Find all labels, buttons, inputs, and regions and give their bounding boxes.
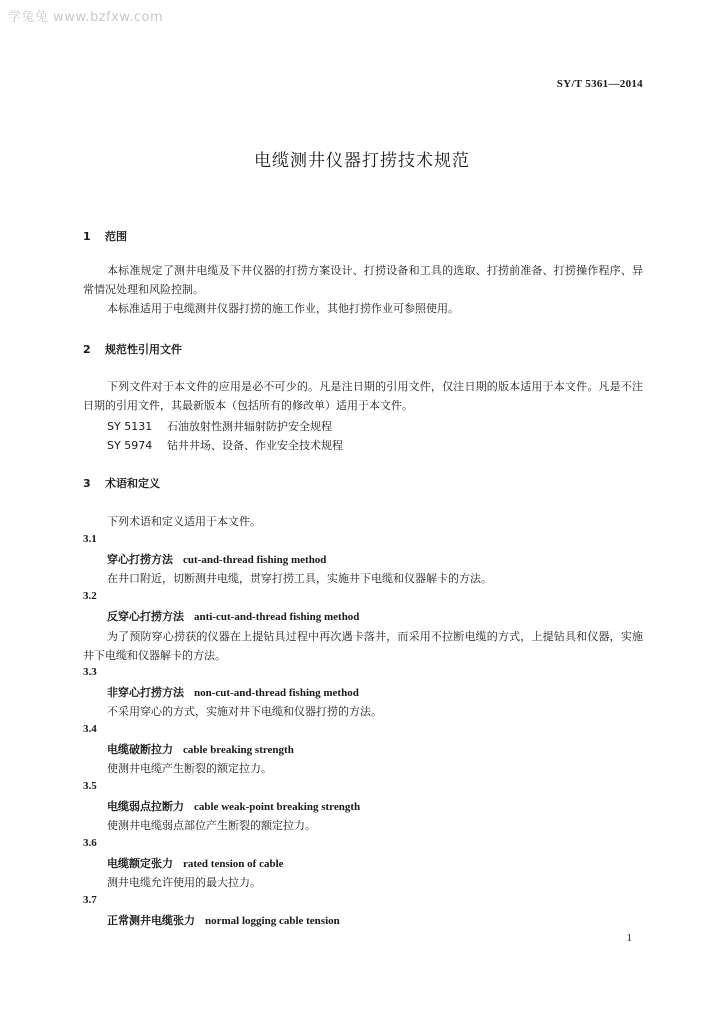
term-definition: 使测井电缆弱点部位产生断裂的额定拉力。 bbox=[107, 819, 316, 832]
term-heading bbox=[107, 741, 294, 757]
term-heading bbox=[107, 912, 340, 928]
term-chinese: 反穿心打捞方法 bbox=[107, 610, 184, 623]
term-chinese: 正常测井电缆张力 bbox=[107, 914, 195, 927]
term-heading bbox=[107, 798, 360, 814]
term-heading bbox=[107, 684, 359, 700]
paragraph: 下列术语和定义适用于本文件。 bbox=[107, 515, 261, 528]
term-number: 3.7 bbox=[83, 894, 97, 906]
paragraph: 本标准适用于电缆测井仪器打捞的施工作业，其他打捞作业可参照使用。 bbox=[107, 302, 459, 315]
term-definition: 不采用穿心的方式，实施对井下电缆和仪器打捞的方法。 bbox=[107, 705, 382, 718]
section-title: 规范性引用文件 bbox=[105, 343, 182, 356]
term-english: cable weak-point breaking strength bbox=[194, 801, 361, 813]
term-definition: 为了预防穿心捞获的仪器在上提钻具过程中再次遇卡落井，而采用不拉断电缆的方式，上提钻具和仪器，实施井下电缆和仪器解卡的方法。 bbox=[83, 630, 643, 662]
section-number: 2 bbox=[83, 343, 91, 356]
reference-title: 石油放射性测井辐射防护安全规程 bbox=[167, 420, 332, 433]
term-heading bbox=[107, 855, 284, 871]
term-english: rated tension of cable bbox=[183, 858, 284, 870]
section-1-heading bbox=[83, 228, 127, 244]
reference-item bbox=[107, 418, 332, 434]
paragraph: 下列文件对于本文件的应用是必不可少的。凡是注日期的引用文件，仅注日期的版本适用于本文件。凡是不注日期的引用文件，其最新版本（包括所有的修改单）适用于本文件。 bbox=[83, 380, 643, 412]
term-number: 3.6 bbox=[83, 837, 97, 849]
term-chinese: 电缆额定张力 bbox=[107, 857, 173, 870]
section-2-heading bbox=[83, 341, 182, 357]
term-heading bbox=[107, 608, 359, 624]
term-number: 3.1 bbox=[83, 533, 97, 545]
reference-code: SY 5131 bbox=[107, 420, 153, 433]
term-number: 3.2 bbox=[83, 590, 97, 602]
section-title: 术语和定义 bbox=[105, 477, 160, 490]
term-definition: 在井口附近，切断测井电缆，贯穿打捞工具，实施井下电缆和仪器解卡的方法。 bbox=[107, 572, 492, 585]
term-chinese: 穿心打捞方法 bbox=[107, 553, 173, 566]
term-heading bbox=[107, 551, 326, 567]
section-number: 1 bbox=[83, 230, 91, 243]
term-definition: 测井电缆允许使用的最大拉力。 bbox=[107, 876, 261, 889]
section-title: 范围 bbox=[105, 230, 127, 243]
term-english: normal logging cable tension bbox=[205, 915, 340, 927]
term-chinese: 电缆破断拉力 bbox=[107, 743, 173, 756]
paragraph: 本标准规定了测井电缆及下井仪器的打捞方案设计、打捞设备和工具的选取、打捞前准备、打捞操作程序、异常情况处理和风险控制。 bbox=[83, 264, 643, 296]
reference-code: SY 5974 bbox=[107, 439, 153, 452]
reference-title: 钻井井场、设备、作业安全技术规程 bbox=[167, 439, 343, 452]
term-chinese: 非穿心打捞方法 bbox=[107, 686, 184, 699]
term-definition: 使测井电缆产生断裂的额定拉力。 bbox=[107, 762, 272, 775]
section-number: 3 bbox=[83, 477, 91, 490]
document-title: 电缆测井仪器打捞技术规范 bbox=[254, 151, 470, 171]
page-number: 1 bbox=[626, 932, 632, 944]
term-english: cable breaking strength bbox=[183, 744, 294, 756]
term-english: cut-and-thread fishing method bbox=[183, 554, 327, 566]
term-number: 3.5 bbox=[83, 780, 97, 792]
term-number: 3.3 bbox=[83, 666, 97, 678]
term-english: non-cut-and-thread fishing method bbox=[194, 687, 359, 699]
term-number: 3.4 bbox=[83, 723, 97, 735]
watermark: 学兔兔 www.bzfxw.com bbox=[8, 10, 164, 25]
term-english: anti-cut-and-thread fishing method bbox=[194, 611, 360, 623]
reference-item bbox=[107, 437, 343, 453]
section-3-heading bbox=[83, 475, 160, 491]
standard-number: SY/T 5361—2014 bbox=[556, 78, 643, 90]
term-chinese: 电缆弱点拉断力 bbox=[107, 800, 184, 813]
